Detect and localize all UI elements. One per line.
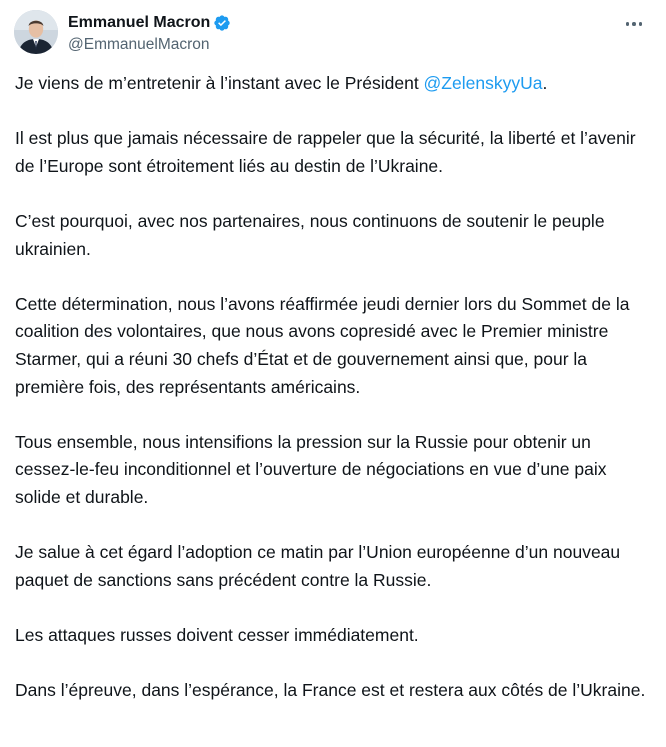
more-dot [626,22,630,26]
tweet-paragraph-4: Cette détermination, nous l’avons réaffirmée jeudi dernier lors du Sommet de la coalition des volontaires, que nous avons copresidé avec le Premier ministre Starmer, qui a réuni 30 chefs d’État et de gouvernement ainsi que, pour la première fois, des représentants américains. [15,293,630,397]
tweet-paragraph-2: Il est plus que jamais nécessaire de rappeler que la sécurité, la liberté et l’avenir de l’Europe sont étroitement liés au destin de l’Ukraine. [15,128,636,176]
author-handle[interactable]: @EmmanuelMacron [68,36,210,53]
more-dot [639,22,643,26]
verified-badge-icon[interactable] [213,14,231,32]
more-dot [632,22,636,26]
tweet-text [15,70,651,732]
mention-link[interactable]: @ZelenskyyUa [423,73,543,93]
more-options-icon[interactable] [622,14,646,34]
tweet-paragraph-5: Tous ensemble, nous intensifions la pression sur la Russie pour obtenir un cessez-le-feu inconditionnel et l’ouverture de négociations en vue d’une paix solide et durable. [15,431,607,507]
author-identity [68,12,231,55]
tweet-paragraph-3: C’est pourquoi, avec nos partenaires, nous continuons de soutenir le peuple ukrainien. [15,210,605,259]
paragraph-1-end: . [542,73,548,93]
avatar-portrait-icon [14,10,58,54]
paragraph-1-text: Je viens de m’entretenir à l’instant avec le Président [15,73,424,93]
tweet-paragraph-6: Je salue à cet égard l’adoption ce matin par l’Union européenne d’un nouveau paquet de sanctions sans précédent contre la Russie. [15,542,621,590]
name-row [68,12,231,34]
tweet-paragraph-8: Dans l’épreuve, dans l’espérance, la France est et restera aux côtés de l’Ukraine. [15,680,646,701]
tweet-paragraph-7: Les attaques russes doivent cesser immédiatement. [15,624,419,645]
display-name[interactable]: Emmanuel Macron [68,14,211,31]
tweet-header [14,10,654,58]
tweet-paragraph-1 [15,70,651,98]
avatar[interactable] [14,10,58,54]
